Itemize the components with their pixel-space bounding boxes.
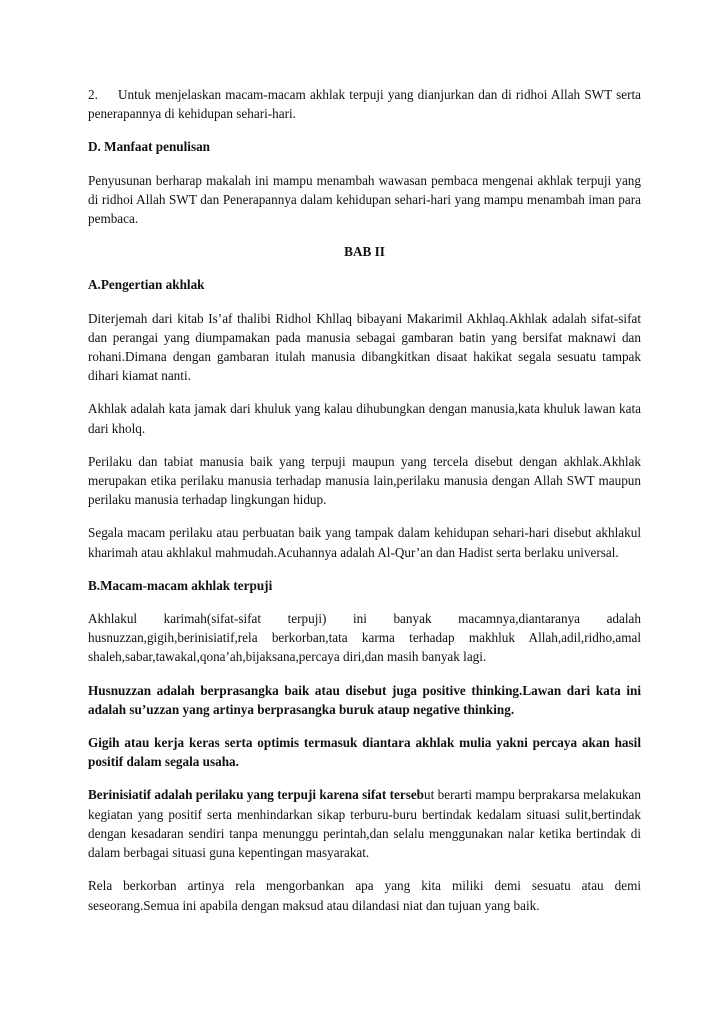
paragraph-bold-lead: Berinisiatif adalah perilaku yang terpuji karena sifat terseb (88, 787, 425, 803)
section-a-paragraph-1: Diterjemah dari kitab Is’af thalibi Ridhol Khllaq bibayani Makarimil Akhlaq.Akhlak adalah sifat-sifat dan perangai yang diumpamakan pada manusia sebagai gambaran batin yang bersifat maknawi dan rohani.Dimana dengan gambaran itulah manusia dibangkitkan disaat hakikat segala sesuatu tampak dihari kiamat nanti. (88, 310, 641, 384)
section-b-heading: B.Macam-macam akhlak terpuji (88, 577, 273, 593)
section-d-heading: D. Manfaat penulisan (88, 139, 211, 155)
paragraph-rest: ut berarti mampu berprakarsa melakukan kegiatan yang positif serta menhindarkan sikap terburu-buru bertindak kedalam situasi sulit,bertindak dengan kesadaran sendiri tanpa menunggu perintah,dan selalu menggunakan nalar ketika bertindak di dalam berbagai situasi guna kepentingan masyarakat. (88, 787, 641, 861)
section-a-heading: A.Pengertian akhlak (88, 277, 205, 293)
section-b-paragraph-berinisiatif (88, 785, 641, 862)
section-a-paragraph-3: Perilaku dan tabiat manusia baik yang terpuji maupun yang tercela disebut dengan akhlak.Akhlak merupakan etika perilaku manusia terhadap manusia lain,perilaku manusia dengan Allah SWT maupun perilaku manusia terhadap lingkungan hidup. (88, 453, 641, 508)
section-b-paragraph-husnuzzan: Husnuzzan adalah berprasangka baik atau disebut juga positive thinking.Lawan dari kata ini adalah su’uzzan yang artinya berprasangka buruk ataup negative thinking. (88, 682, 641, 717)
objective-item-2 (88, 85, 641, 123)
section-a-paragraph-2: Akhlak adalah kata jamak dari khuluk yang kalau dihubungkan dengan manusia,kata khuluk lawan kata dari kholq. (88, 401, 641, 436)
section-b-paragraph-1: Akhlakul karimah(sifat-sifat terpuji) ini banyak macamnya,diantaranya adalah husnuzzan,gigih,berinisiatif,rela berkorban,tata karma terhadap makhluk Allah,adil,ridho,amal shaleh,sabar,tawakal,qona’ah,bijaksana,percaya diri,dan masih banyak lagi. (88, 611, 641, 665)
section-a-paragraph-4: Segala macam perilaku atau perbuatan baik yang tampak dalam kehidupan sehari-hari disebut akhlakul kharimah atau akhlakul mahmudah.Acuhannya adalah Al-Qur’an dan Hadist serta berlaku universal. (88, 525, 641, 560)
section-d-paragraph: Penyusunan berharap makalah ini mampu menambah wawasan pembaca mengenai akhlak terpuji yang di ridhoi Allah SWT dan Penerapannya dalam kehidupan sehari-hari yang mampu menambah iman para pembaca. (88, 172, 641, 227)
chapter-title: BAB II (344, 244, 385, 260)
item-number: 2. (88, 87, 98, 102)
section-b-paragraph-gigih: Gigih atau kerja keras serta optimis termasuk diantara akhlak mulia yakni percaya akan hasil positif dalam segala usaha. (88, 735, 641, 770)
section-b-paragraph-rela-berkorban: Rela berkorban artinya rela mengorbankan apa yang kita miliki demi sesuatu atau demi seseorang.Semua ini apabila dengan maksud atau dilandasi niat dan tujuan yang baik. (88, 878, 641, 913)
item-text: Untuk menjelaskan macam-macam akhlak terpuji yang dianjurkan dan di ridhoi Allah SWT serta penerapannya di kehidupan sehari-hari. (88, 87, 641, 122)
document-page (88, 85, 641, 929)
